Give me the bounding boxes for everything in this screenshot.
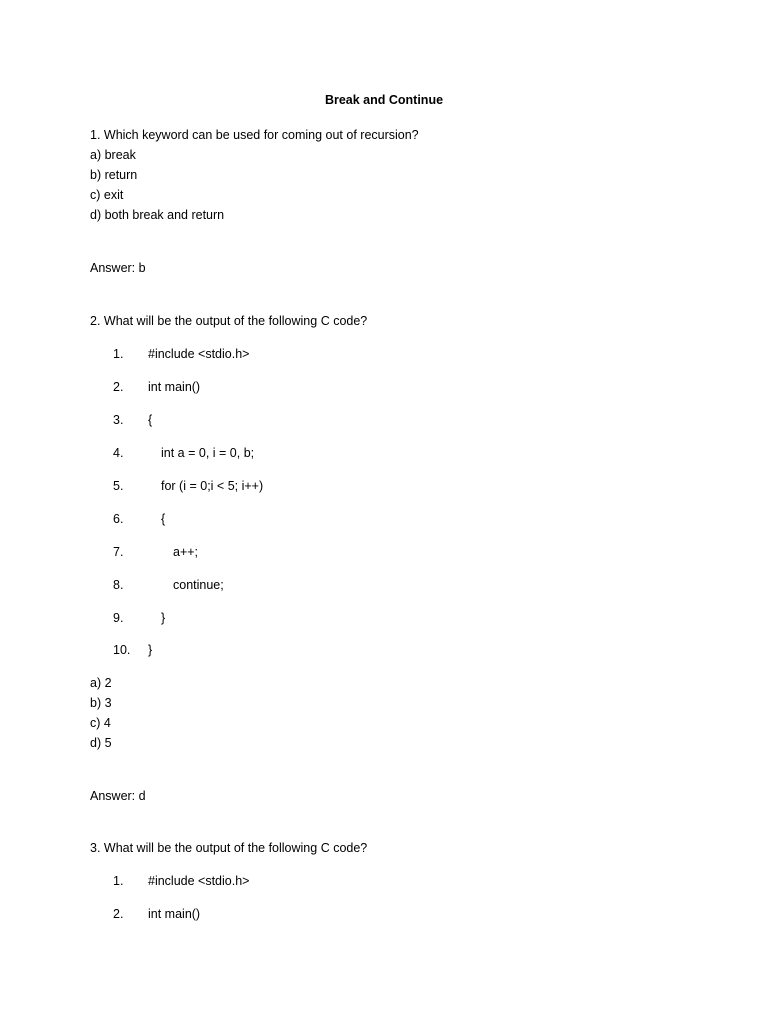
question-1-text: 1. Which keyword can be used for coming out of recursion? [90, 128, 419, 142]
code-line-text: } [148, 643, 153, 657]
code-line-number: 3. [113, 413, 124, 427]
code-line-number: 5. [113, 479, 124, 493]
question-1-option-b: b) return [90, 168, 138, 182]
code-line-number: 1. [113, 347, 124, 361]
code-line-number: 2. [113, 380, 124, 394]
code-line-number: 2. [113, 907, 124, 921]
code-line-text: int a = 0, i = 0, b; [161, 446, 255, 460]
code-line-text: a++; [173, 545, 199, 559]
code-line-number: 6. [113, 512, 124, 526]
question-3-text: 3. What will be the output of the following C code? [90, 841, 368, 855]
code-line-text: continue; [173, 578, 224, 592]
question-2-option-b: b) 3 [90, 696, 112, 710]
code-line-text: #include <stdio.h> [148, 347, 250, 361]
code-line-text: #include <stdio.h> [148, 874, 250, 888]
question-1-answer: Answer: b [90, 261, 146, 275]
page-title: Break and Continue [324, 93, 444, 107]
question-1-option-d: d) both break and return [90, 208, 225, 222]
question-2-option-a: a) 2 [90, 676, 112, 690]
question-1-option-a: a) break [90, 148, 136, 162]
code-line-number: 10. [113, 643, 131, 657]
code-line-text: { [148, 413, 153, 427]
question-2-option-c: c) 4 [90, 716, 111, 730]
code-line-number: 9. [113, 611, 124, 625]
code-line-number: 8. [113, 578, 124, 592]
code-line-number: 1. [113, 874, 124, 888]
code-line-number: 4. [113, 446, 124, 460]
code-line-text: int main() [148, 907, 201, 921]
question-1-option-c: c) exit [90, 188, 124, 202]
question-2-option-d: d) 5 [90, 736, 112, 750]
code-line-text: for (i = 0;i < 5; i++) [161, 479, 264, 493]
code-line-number: 7. [113, 545, 124, 559]
code-line-text: { [161, 512, 166, 526]
question-2-answer: Answer: d [90, 789, 146, 803]
code-line-text: } [161, 611, 166, 625]
question-2-text: 2. What will be the output of the following C code? [90, 314, 368, 328]
code-line-text: int main() [148, 380, 201, 394]
